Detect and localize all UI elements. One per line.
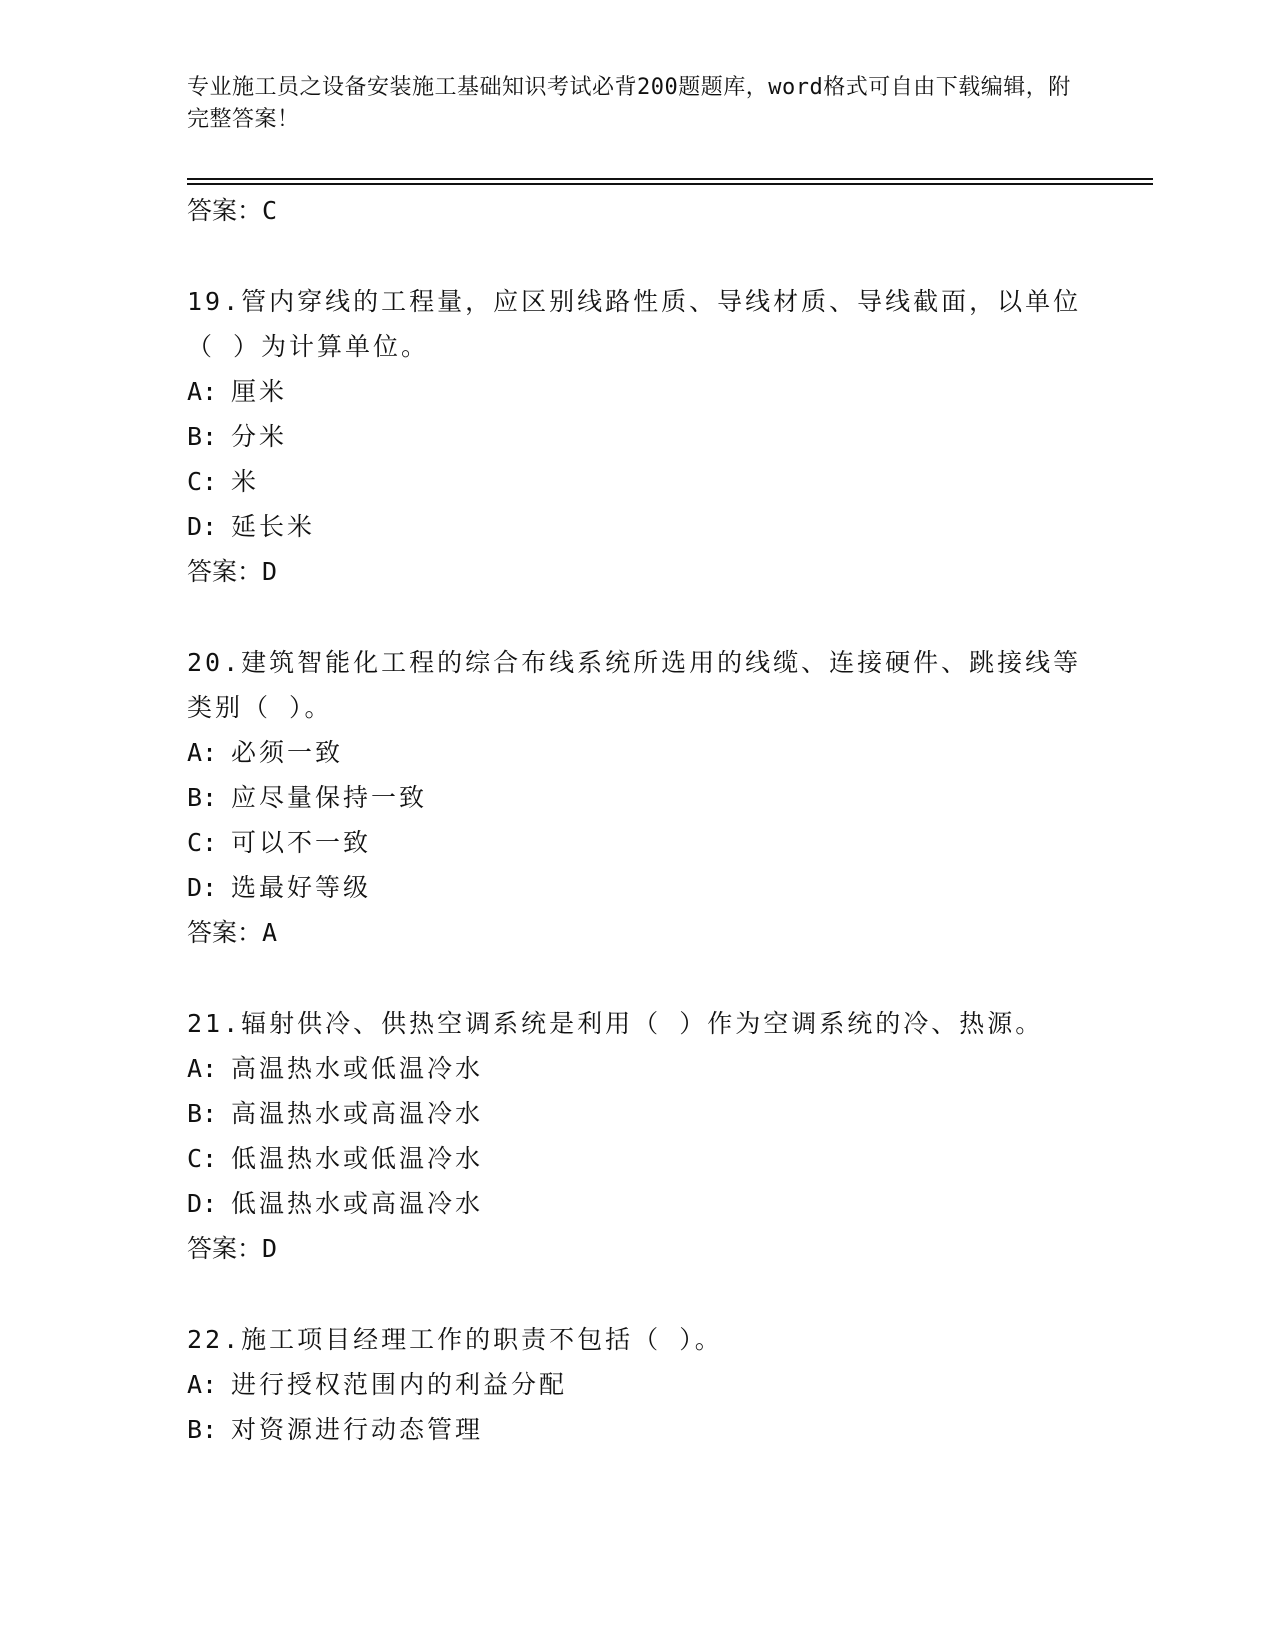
option-text: 低温热水或高温冷水 (231, 1189, 484, 1218)
option-text: 分米 (231, 422, 288, 451)
option-key: A: (187, 1054, 218, 1083)
option-d (187, 865, 1087, 910)
spacer (187, 234, 1087, 279)
option-text: 应尽量保持一致 (231, 783, 428, 812)
question-21 (187, 1001, 1087, 1272)
answer-value: D (262, 557, 278, 586)
option-text: 可以不一致 (231, 828, 372, 857)
option-a (187, 1046, 1087, 1091)
option-key: C: (187, 828, 218, 857)
option-key: B: (187, 1099, 218, 1128)
option-b (187, 414, 1087, 459)
option-d (187, 504, 1087, 549)
option-text: 必须一致 (231, 738, 344, 767)
option-key: A: (187, 377, 218, 406)
answer-label: 答案： (187, 918, 263, 947)
option-key: C: (187, 467, 218, 496)
option-text: 厘米 (231, 377, 288, 406)
document-header (187, 72, 1087, 136)
question-stem: 20.建筑智能化工程的综合布线系统所选用的线缆、连接硬件、跳接线等类别（ ）。 (187, 648, 1082, 722)
option-text: 低温热水或低温冷水 (231, 1144, 484, 1173)
question-19 (187, 279, 1087, 595)
option-c (187, 1136, 1087, 1181)
question-list (187, 188, 1087, 1452)
option-key: D: (187, 873, 218, 902)
option-a (187, 730, 1087, 775)
option-text: 选最好等级 (231, 873, 372, 902)
answer-label: 答案： (187, 557, 263, 586)
option-a (187, 369, 1087, 414)
option-text: 高温热水或低温冷水 (231, 1054, 484, 1083)
answer-line (187, 1226, 1087, 1272)
option-b (187, 775, 1087, 820)
question-stem: 21.辐射供冷、供热空调系统是利用（ ）作为空调系统的冷、热源。 (187, 1009, 1044, 1038)
spacer (187, 595, 1087, 640)
option-b (187, 1091, 1087, 1136)
option-text: 延长米 (231, 512, 316, 541)
answer-line (187, 188, 1087, 234)
option-text: 进行授权范围内的利益分配 (231, 1370, 568, 1399)
option-key: D: (187, 512, 218, 541)
answer-value: C (262, 196, 278, 225)
question-22 (187, 1317, 1087, 1452)
option-key: B: (187, 422, 218, 451)
option-text: 对资源进行动态管理 (231, 1415, 484, 1444)
option-key: A: (187, 738, 218, 767)
option-text: 米 (231, 467, 260, 496)
question-stem: 19.管内穿线的工程量，应区别线路性质、导线材质、导线截面，以单位（ ）为计算单位。 (187, 287, 1082, 361)
option-a (187, 1362, 1087, 1407)
question-20 (187, 640, 1087, 956)
option-key: D: (187, 1189, 218, 1218)
answer-value: A (262, 918, 278, 947)
header-divider-bottom (187, 183, 1153, 185)
option-c (187, 820, 1087, 865)
option-key: C: (187, 1144, 218, 1173)
answer-value: D (262, 1234, 278, 1263)
answer-line (187, 549, 1087, 595)
option-c (187, 459, 1087, 504)
option-b (187, 1407, 1087, 1452)
header-divider-top (187, 178, 1153, 180)
option-key: A: (187, 1370, 218, 1399)
option-d (187, 1181, 1087, 1226)
option-key: B: (187, 783, 218, 812)
spacer (187, 956, 1087, 1001)
header-text: 专业施工员之设备安装施工基础知识考试必背200题题库，word格式可自由下载编辑，附完整答案！ (187, 75, 1071, 132)
option-key: B: (187, 1415, 218, 1444)
spacer (187, 1272, 1087, 1317)
answer-line (187, 910, 1087, 956)
question-stem: 22.施工项目经理工作的职责不包括（ ）。 (187, 1325, 723, 1354)
answer-label: 答案： (187, 196, 263, 225)
option-text: 高温热水或高温冷水 (231, 1099, 484, 1128)
answer-label: 答案： (187, 1234, 263, 1263)
